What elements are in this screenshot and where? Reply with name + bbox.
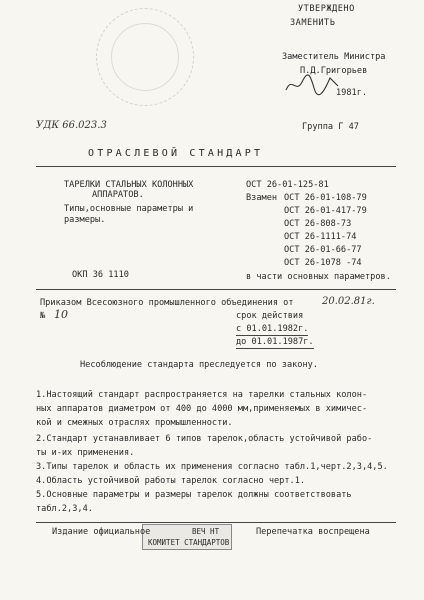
body-line-8: 5.Основные параметры и размеры тарелок должны соответствовать	[36, 490, 352, 500]
ost-replaces-4: ОСТ 26-01-66-77	[284, 245, 362, 255]
body-line-1: 1.Настоящий стандарт распространяется на тарелки стальных колон-	[36, 390, 368, 400]
signature-icon	[284, 72, 340, 96]
body-line-4: 2.Стандарт устанавливает 6 типов тарелок,область устойчивой рабо-	[36, 434, 373, 444]
body-line-6: 3.Типы тарелок и область их применения согласно табл.1,черт.2,3,4,5.	[36, 462, 388, 472]
title-line-3: Типы,основные параметры и	[64, 204, 194, 214]
body-line-7: 4.Область устойчивой работы тарелок согласно черт.1.	[36, 476, 306, 486]
footer-rule	[36, 522, 396, 523]
title-line-1: ТАРЕЛКИ СТАЛЬНЫХ КОЛОННЫХ	[64, 180, 194, 190]
order-number-prefix: №	[40, 311, 46, 321]
ost-number: ОСТ 26-01-125-81	[246, 180, 329, 190]
approval-year: 1981г.	[336, 88, 368, 98]
title-line-2: АППАРАТОВ.	[92, 190, 144, 200]
footer-reprint: Перепечатка воспрещена	[256, 527, 370, 537]
order-date-from: с 01.01.1982г.	[236, 324, 309, 334]
order-date-to: до 01.01.1987г.	[236, 337, 314, 347]
ost-replaces-label: Взамен	[246, 193, 278, 203]
official-seal-stamp	[96, 8, 194, 106]
approval-deputy: Заместитель Министра	[282, 52, 386, 62]
standard-type-heading: ОТРАСЛЕВОЙ СТАНДАРТ	[88, 148, 264, 159]
approval-name: П.Д.Григорьев	[300, 66, 368, 76]
header-rule	[36, 166, 396, 167]
body-line-5: ты и-их применения.	[36, 448, 135, 458]
ost-replaces-1: ОСТ 26-01-417-79	[284, 206, 367, 216]
ost-replaces-0: ОСТ 26-01-108-79	[284, 193, 367, 203]
order-number: 10	[54, 308, 68, 321]
udk-code: УДК 66.023.3	[36, 120, 107, 131]
body-line-9: табл.2,3,4.	[36, 504, 93, 514]
order-term: срок действия	[236, 311, 304, 321]
body-line-3: кой и смежных отраслях промышленности.	[36, 418, 233, 428]
footer-stamp-1: ВЕЧ НТ	[192, 527, 220, 536]
ost-replaces-5: ОСТ 26-1078 -74	[284, 258, 362, 268]
group-code: Группа Г 47	[302, 122, 359, 132]
footer-stamp-2: КОМИТЕТ СТАНДАРТОВ	[148, 538, 230, 547]
okp-code: ОКП 36 1110	[72, 270, 129, 280]
title-block-rule	[36, 289, 396, 290]
order-line-1: Приказом Всесоюзного промышленного объединения от	[40, 298, 294, 308]
approval-line2: ЗАМЕНИТЬ	[290, 18, 336, 28]
body-line-2: ных аппаратов диаметром от 400 до 4000 мм,применяемых в химичес-	[36, 404, 368, 414]
ost-note: в части основных параметров.	[246, 272, 391, 282]
legal-warning: Несоблюдение стандарта преследуется по закону.	[80, 360, 318, 370]
footer-edition: Издание официальное	[52, 527, 151, 537]
ost-replaces-3: ОСТ 26-1111-74	[284, 232, 357, 242]
order-date: 20.02.81г.	[322, 296, 375, 307]
title-line-4: размеры.	[64, 215, 106, 225]
approval-approved: УТВЕРЖДЕНО	[298, 4, 355, 14]
ost-replaces-2: ОСТ 26-808-73	[284, 219, 352, 229]
